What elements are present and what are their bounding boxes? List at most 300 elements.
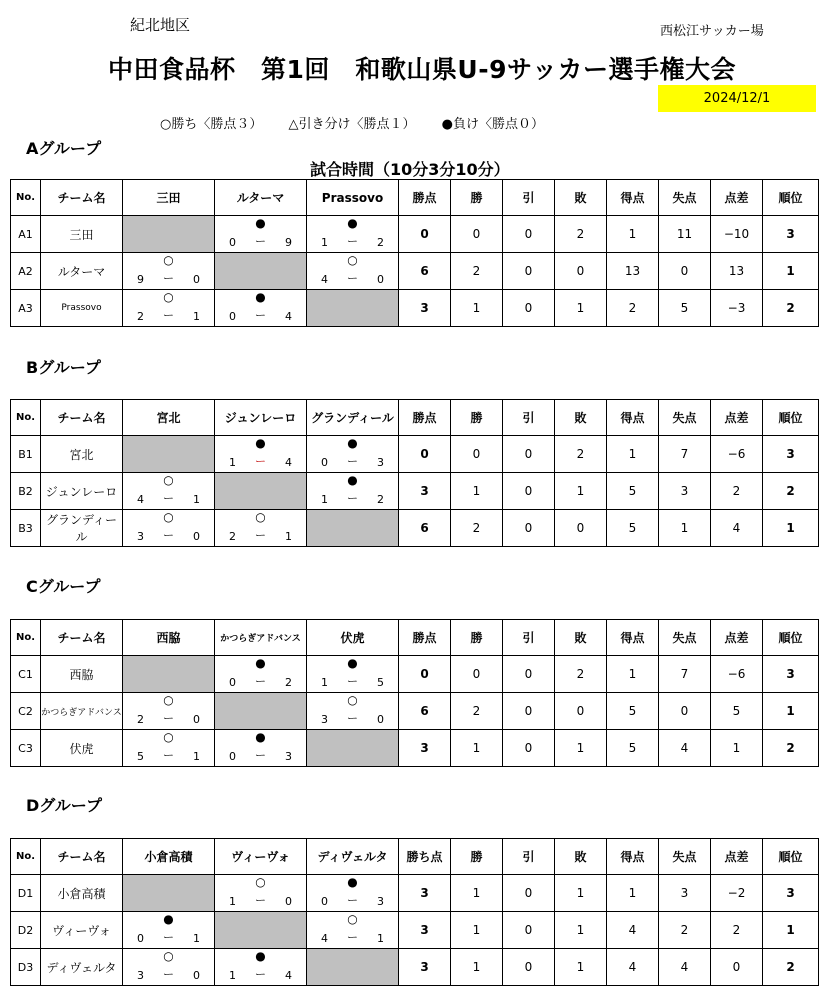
column-header: 失点 [659, 839, 711, 875]
header-row [11, 839, 819, 875]
group-title-b: Bグループ [26, 358, 101, 377]
team-number: C3 [11, 730, 41, 767]
column-header: グランディール [307, 400, 399, 436]
score-for: 2 [137, 310, 144, 323]
goals-for: 1 [607, 656, 659, 693]
table-row [11, 912, 819, 949]
goal-difference: −6 [711, 656, 763, 693]
table-row [11, 510, 819, 547]
legend-win: ○勝ち〈勝点３） [160, 117, 263, 132]
goals-for: 4 [607, 912, 659, 949]
wins: 2 [451, 253, 503, 290]
goals-against: 3 [659, 473, 711, 510]
header-row [11, 180, 819, 216]
losses: 1 [555, 875, 607, 912]
score-dash: ー [347, 272, 358, 285]
match-result-cell [123, 290, 215, 327]
points: 0 [399, 656, 451, 693]
loss-icon: ● [255, 949, 266, 963]
column-header: 点差 [711, 839, 763, 875]
column-header: ルターマ [215, 180, 307, 216]
win-icon: ○ [255, 875, 266, 889]
score-against: 1 [285, 530, 292, 543]
score-for: 0 [137, 932, 144, 945]
team-number: B2 [11, 473, 41, 510]
match-result-cell [123, 473, 215, 510]
self-match-cell [215, 912, 307, 949]
draws: 0 [503, 693, 555, 730]
win-icon: ○ [255, 510, 266, 524]
table-row [11, 290, 819, 327]
goal-difference: 2 [711, 912, 763, 949]
score-dash: ー [163, 931, 174, 944]
table-row [11, 949, 819, 986]
page-title: 中田食品杯 第1回 和歌山県U-9サッカー選手権大会 [108, 55, 736, 84]
draws: 0 [503, 253, 555, 290]
score-dash: ー [163, 492, 174, 505]
wins: 1 [451, 949, 503, 986]
score-dash: ー [347, 712, 358, 725]
column-header: 三田 [123, 180, 215, 216]
team-number: A1 [11, 216, 41, 253]
team-number: C2 [11, 693, 41, 730]
score-for: 1 [229, 969, 236, 982]
loss-icon: ● [347, 656, 358, 670]
points: 3 [399, 949, 451, 986]
column-header: 宮北 [123, 400, 215, 436]
score-dash: ー [255, 968, 266, 981]
column-header: 西脇 [123, 620, 215, 656]
score-for: 4 [321, 273, 328, 286]
goals-against: 5 [659, 290, 711, 327]
goals-against: 7 [659, 656, 711, 693]
goal-difference: 4 [711, 510, 763, 547]
losses: 2 [555, 436, 607, 473]
wins: 1 [451, 473, 503, 510]
goals-against: 4 [659, 949, 711, 986]
points: 0 [399, 436, 451, 473]
losses: 1 [555, 290, 607, 327]
loss-icon: ● [347, 436, 358, 450]
table-row [11, 216, 819, 253]
rank: 2 [763, 949, 819, 986]
win-icon: ○ [163, 730, 174, 744]
date-badge: 2024/12/1 [658, 85, 816, 112]
goals-for: 5 [607, 473, 659, 510]
self-match-cell [307, 949, 399, 986]
score-for: 4 [321, 932, 328, 945]
win-icon: ○ [163, 693, 174, 707]
score-for: 1 [321, 236, 328, 249]
score-against: 4 [285, 456, 292, 469]
column-header: No. [11, 839, 41, 875]
group-table-d [10, 838, 819, 986]
score-dash: ー [255, 749, 266, 762]
rank: 2 [763, 290, 819, 327]
losses: 0 [555, 253, 607, 290]
goals-against: 11 [659, 216, 711, 253]
score-for: 0 [229, 236, 236, 249]
score-for: 3 [321, 713, 328, 726]
table-row [11, 656, 819, 693]
self-match-cell [215, 473, 307, 510]
team-name: グランディール [41, 510, 123, 547]
team-name: Prassovo [41, 290, 123, 327]
goal-difference: −2 [711, 875, 763, 912]
column-header: No. [11, 180, 41, 216]
score-dash: ー [255, 894, 266, 907]
column-header: 敗 [555, 180, 607, 216]
score-for: 0 [321, 456, 328, 469]
team-name: 西脇 [41, 656, 123, 693]
match-result-cell [307, 912, 399, 949]
goals-for: 4 [607, 949, 659, 986]
losses: 1 [555, 730, 607, 767]
wins: 1 [451, 912, 503, 949]
score-against: 1 [193, 310, 200, 323]
column-header: 順位 [763, 620, 819, 656]
group-table-c [10, 619, 819, 767]
draws: 0 [503, 510, 555, 547]
points: 3 [399, 730, 451, 767]
table-row [11, 693, 819, 730]
region-label: 紀北地区 [130, 16, 191, 34]
goal-difference: 2 [711, 473, 763, 510]
draws: 0 [503, 436, 555, 473]
header-row [11, 620, 819, 656]
loss-icon: ● [347, 473, 358, 487]
loss-icon: ● [255, 290, 266, 304]
legend [160, 113, 566, 132]
legend-draw: △引き分け〈勝点１） [288, 117, 416, 132]
goals-for: 5 [607, 730, 659, 767]
score-dash: ー [255, 455, 266, 468]
loss-icon: ● [255, 730, 266, 744]
goals-for: 5 [607, 510, 659, 547]
draws: 0 [503, 949, 555, 986]
score-dash: ー [255, 309, 266, 322]
column-header: 勝 [451, 620, 503, 656]
goals-against: 3 [659, 875, 711, 912]
rank: 3 [763, 436, 819, 473]
goals-for: 13 [607, 253, 659, 290]
goals-for: 1 [607, 216, 659, 253]
column-header: 得点 [607, 620, 659, 656]
match-result-cell [123, 730, 215, 767]
goals-against: 2 [659, 912, 711, 949]
match-result-cell [215, 510, 307, 547]
self-match-cell [123, 875, 215, 912]
score-for: 2 [137, 713, 144, 726]
group-title-a: Aグループ [26, 139, 102, 158]
goal-difference: 13 [711, 253, 763, 290]
self-match-cell [307, 290, 399, 327]
win-icon: ○ [347, 693, 358, 707]
match-result-cell [215, 730, 307, 767]
team-name: ルターマ [41, 253, 123, 290]
table-row [11, 253, 819, 290]
score-dash: ー [347, 492, 358, 505]
wins: 1 [451, 290, 503, 327]
score-against: 1 [193, 750, 200, 763]
score-dash: ー [347, 931, 358, 944]
column-header: 勝 [451, 839, 503, 875]
score-dash: ー [347, 894, 358, 907]
points: 6 [399, 693, 451, 730]
score-for: 1 [229, 895, 236, 908]
team-number: A2 [11, 253, 41, 290]
points: 6 [399, 510, 451, 547]
team-name: ヴィーヴォ [41, 912, 123, 949]
score-for: 0 [229, 676, 236, 689]
column-header: チーム名 [41, 620, 123, 656]
team-number: B1 [11, 436, 41, 473]
group-title-c: Cグループ [26, 577, 101, 596]
losses: 1 [555, 473, 607, 510]
wins: 1 [451, 875, 503, 912]
match-result-cell [215, 436, 307, 473]
goals-for: 2 [607, 290, 659, 327]
team-number: D3 [11, 949, 41, 986]
column-header: No. [11, 400, 41, 436]
group-title-d: Dグループ [26, 796, 103, 815]
score-against: 0 [193, 530, 200, 543]
score-against: 0 [377, 273, 384, 286]
score-against: 3 [377, 895, 384, 908]
match-result-cell [307, 216, 399, 253]
score-against: 1 [193, 932, 200, 945]
rank: 2 [763, 730, 819, 767]
score-for: 0 [229, 750, 236, 763]
points: 3 [399, 912, 451, 949]
team-number: D1 [11, 875, 41, 912]
match-result-cell [123, 510, 215, 547]
match-result-cell [215, 875, 307, 912]
legend-loss: ●負け〈勝点０） [441, 117, 544, 132]
match-result-cell [307, 656, 399, 693]
score-against: 0 [193, 713, 200, 726]
score-against: 2 [285, 676, 292, 689]
match-result-cell [215, 290, 307, 327]
wins: 0 [451, 436, 503, 473]
score-against: 0 [193, 969, 200, 982]
score-for: 0 [229, 310, 236, 323]
group-table-a [10, 179, 819, 327]
draws: 0 [503, 656, 555, 693]
self-match-cell [123, 216, 215, 253]
losses: 2 [555, 656, 607, 693]
goals-against: 0 [659, 693, 711, 730]
points: 3 [399, 473, 451, 510]
goal-difference: −3 [711, 290, 763, 327]
column-header: 得点 [607, 180, 659, 216]
score-against: 0 [285, 895, 292, 908]
win-icon: ○ [163, 949, 174, 963]
score-for: 2 [229, 530, 236, 543]
match-result-cell [307, 253, 399, 290]
score-for: 3 [137, 530, 144, 543]
match-time-label: 試合時間（10分3分10分） [310, 160, 510, 179]
rank: 3 [763, 216, 819, 253]
venue-label: 西松江サッカー場 [660, 24, 764, 39]
column-header: 得点 [607, 400, 659, 436]
points: 6 [399, 253, 451, 290]
column-header: かつらぎアドバンス [215, 620, 307, 656]
table-row [11, 875, 819, 912]
score-dash: ー [255, 675, 266, 688]
score-dash: ー [163, 712, 174, 725]
column-header: ディヴェルタ [307, 839, 399, 875]
loss-icon: ● [347, 875, 358, 889]
goal-difference: 5 [711, 693, 763, 730]
goals-against: 4 [659, 730, 711, 767]
column-header: 敗 [555, 400, 607, 436]
column-header: チーム名 [41, 180, 123, 216]
team-name: かつらぎアドバンス [41, 693, 123, 730]
score-against: 5 [377, 676, 384, 689]
match-result-cell [215, 656, 307, 693]
win-icon: ○ [163, 473, 174, 487]
score-for: 1 [321, 493, 328, 506]
score-against: 2 [377, 493, 384, 506]
score-for: 4 [137, 493, 144, 506]
column-header: 勝点 [399, 400, 451, 436]
team-number: C1 [11, 656, 41, 693]
rank: 3 [763, 875, 819, 912]
team-number: B3 [11, 510, 41, 547]
match-result-cell [307, 875, 399, 912]
loss-icon: ● [255, 656, 266, 670]
score-dash: ー [163, 272, 174, 285]
score-dash: ー [255, 235, 266, 248]
points: 0 [399, 216, 451, 253]
team-name: 三田 [41, 216, 123, 253]
column-header: 点差 [711, 620, 763, 656]
table-row [11, 473, 819, 510]
loss-icon: ● [163, 912, 174, 926]
wins: 1 [451, 730, 503, 767]
draws: 0 [503, 730, 555, 767]
losses: 0 [555, 510, 607, 547]
column-header: 失点 [659, 400, 711, 436]
rank: 2 [763, 473, 819, 510]
score-against: 0 [193, 273, 200, 286]
rank: 3 [763, 656, 819, 693]
rank: 1 [763, 693, 819, 730]
win-icon: ○ [163, 510, 174, 524]
goals-against: 0 [659, 253, 711, 290]
match-result-cell [123, 693, 215, 730]
goal-difference: 0 [711, 949, 763, 986]
draws: 0 [503, 216, 555, 253]
points: 3 [399, 875, 451, 912]
team-name: 伏虎 [41, 730, 123, 767]
team-name: 宮北 [41, 436, 123, 473]
column-header: 順位 [763, 400, 819, 436]
match-result-cell [307, 436, 399, 473]
goal-difference: 1 [711, 730, 763, 767]
column-header: 失点 [659, 620, 711, 656]
goals-for: 1 [607, 875, 659, 912]
column-header: 勝点 [399, 620, 451, 656]
draws: 0 [503, 875, 555, 912]
score-against: 0 [377, 713, 384, 726]
column-header: 勝 [451, 180, 503, 216]
column-header: 引 [503, 620, 555, 656]
score-for: 3 [137, 969, 144, 982]
column-header: 敗 [555, 620, 607, 656]
draws: 0 [503, 912, 555, 949]
column-header: Prassovo [307, 180, 399, 216]
group-table-b [10, 399, 819, 547]
rank: 1 [763, 510, 819, 547]
header-row [11, 400, 819, 436]
goals-against: 7 [659, 436, 711, 473]
score-for: 5 [137, 750, 144, 763]
score-against: 4 [285, 969, 292, 982]
goal-difference: −10 [711, 216, 763, 253]
match-result-cell [123, 912, 215, 949]
goals-for: 1 [607, 436, 659, 473]
losses: 2 [555, 216, 607, 253]
losses: 0 [555, 693, 607, 730]
match-result-cell [215, 949, 307, 986]
column-header: 点差 [711, 180, 763, 216]
score-against: 2 [377, 236, 384, 249]
goals-against: 1 [659, 510, 711, 547]
score-for: 9 [137, 273, 144, 286]
column-header: 勝ち点 [399, 839, 451, 875]
score-against: 4 [285, 310, 292, 323]
column-header: 勝 [451, 400, 503, 436]
win-icon: ○ [347, 912, 358, 926]
score-dash: ー [347, 455, 358, 468]
column-header: チーム名 [41, 400, 123, 436]
score-against: 3 [377, 456, 384, 469]
score-against: 9 [285, 236, 292, 249]
score-dash: ー [163, 749, 174, 762]
self-match-cell [307, 730, 399, 767]
self-match-cell [123, 656, 215, 693]
wins: 0 [451, 656, 503, 693]
column-header: 点差 [711, 400, 763, 436]
column-header: 勝点 [399, 180, 451, 216]
score-dash: ー [255, 529, 266, 542]
loss-icon: ● [347, 216, 358, 230]
win-icon: ○ [347, 253, 358, 267]
table-row [11, 436, 819, 473]
win-icon: ○ [163, 253, 174, 267]
column-header: 引 [503, 839, 555, 875]
wins: 2 [451, 693, 503, 730]
match-result-cell [123, 949, 215, 986]
match-result-cell [307, 693, 399, 730]
losses: 1 [555, 912, 607, 949]
column-header: 順位 [763, 180, 819, 216]
score-for: 0 [321, 895, 328, 908]
self-match-cell [215, 253, 307, 290]
win-icon: ○ [163, 290, 174, 304]
match-result-cell [215, 216, 307, 253]
score-for: 1 [229, 456, 236, 469]
score-against: 3 [285, 750, 292, 763]
column-header: 引 [503, 180, 555, 216]
column-header: ジュンレーロ [215, 400, 307, 436]
goals-for: 5 [607, 693, 659, 730]
score-dash: ー [163, 968, 174, 981]
score-against: 1 [377, 932, 384, 945]
score-dash: ー [347, 675, 358, 688]
